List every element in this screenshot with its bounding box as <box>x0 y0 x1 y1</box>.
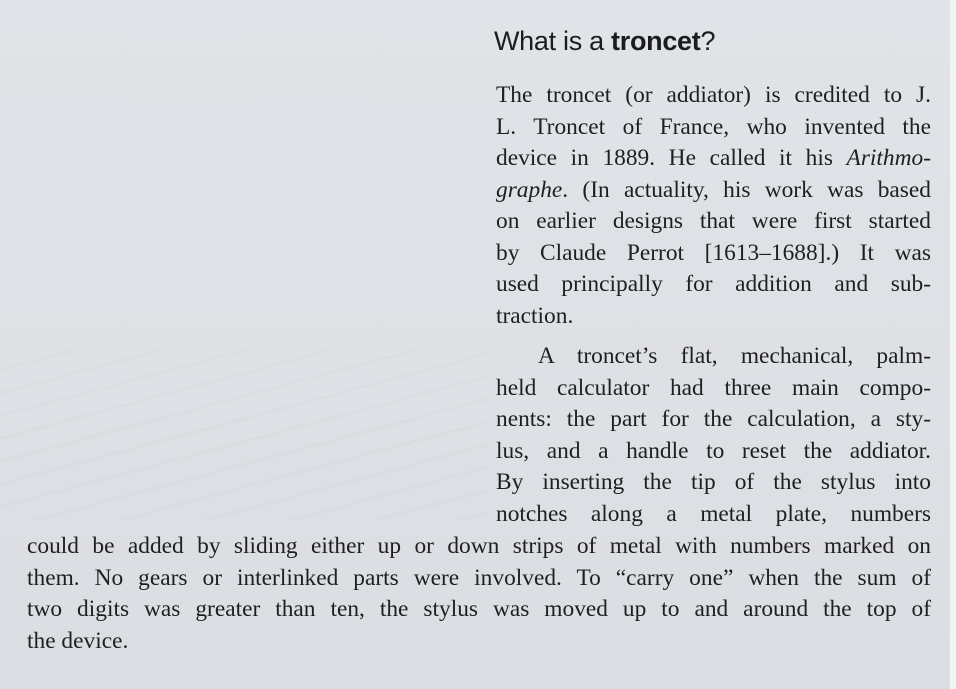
section-heading <box>494 26 715 57</box>
heading-term: troncet <box>611 26 701 56</box>
paragraph2-line: notches along a metal plate, numbers <box>496 500 931 527</box>
paragraph2-line: nents: the part for the calculation, a sty- <box>496 406 931 432</box>
paragraph1-line-text: . (In actuality, his work was based <box>562 176 931 203</box>
paragraph2-line: the device. <box>27 627 129 654</box>
paragraph1-line <box>496 143 931 175</box>
paragraph1-line <box>496 175 931 207</box>
heading-prefix: What is a <box>494 26 612 56</box>
arithmographe-italic-start: Arithmo- <box>846 145 931 171</box>
paragraph2-line: A troncet’s flat, mechanical, palm- <box>538 343 931 369</box>
paragraph1-line-text: device in 1889. He called it his <box>496 145 847 171</box>
paragraph2-line: them. No gears or interlinked parts were involved. To “carry one” when the sum of <box>27 564 931 591</box>
paragraph1-line: by Claude Perrot [1613–1688].) It was <box>496 239 931 266</box>
paragraph1-line: on earlier designs that were first started <box>496 208 931 234</box>
paragraph2-line: could be added by sliding either up or down strips of metal with numbers marked on <box>27 533 931 559</box>
paragraph1-line: The troncet (or addiator) is credited to J. <box>496 82 931 108</box>
paragraph2-line: lus, and a handle to reset the addiator. <box>496 437 931 464</box>
paragraph2-line: By inserting the tip of the stylus into <box>496 469 931 495</box>
paragraph1-line: L. Troncet of France, who invented the <box>496 113 931 140</box>
paragraph2-line: held calculator had three main compo- <box>496 374 931 401</box>
paragraph2-line: two digits was greater than ten, the stylus was moved up to and around the top of <box>27 596 931 622</box>
page-edge <box>950 0 956 689</box>
paragraph1-line: traction. <box>496 302 574 329</box>
paragraph1-line: used principally for addition and sub- <box>496 271 931 297</box>
arithmographe-italic-end: graphe <box>496 176 563 203</box>
heading-suffix: ? <box>700 26 716 56</box>
faded-illustration <box>0 350 490 520</box>
